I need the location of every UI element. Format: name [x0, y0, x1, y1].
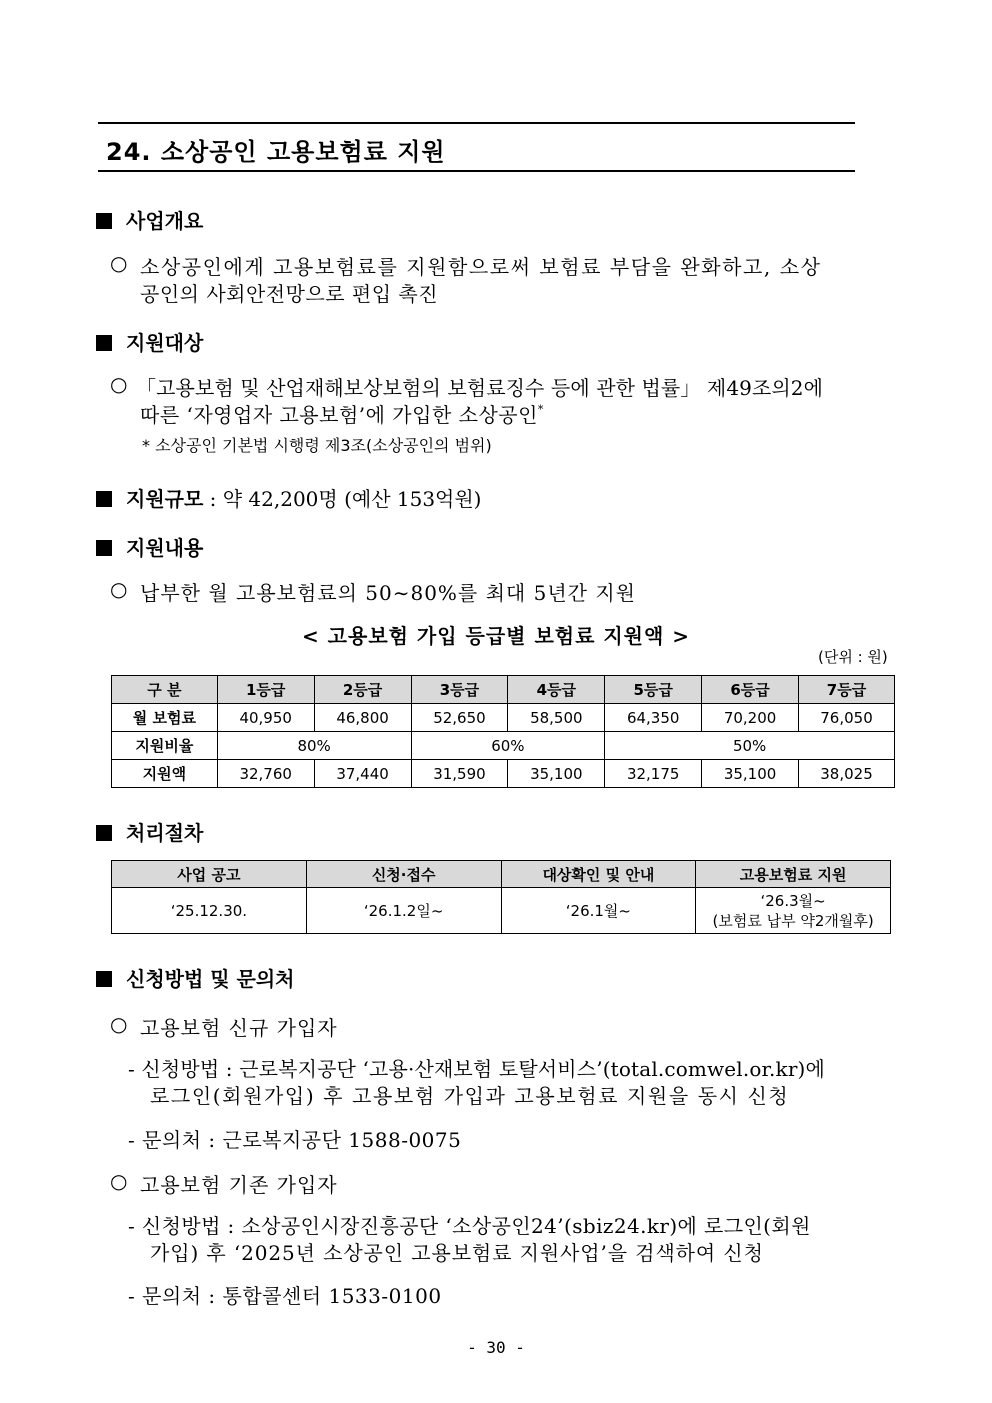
section-scale-title: 지원규모 [126, 487, 204, 511]
section-content-title: 지원내용 [126, 536, 204, 560]
new-method-line-1: - 신청방법 : 근로복지공단 ‘고용·산재보험 토탈서비스’(total.comwel.or.kr)에 [128, 1057, 825, 1081]
table-cell [696, 888, 891, 934]
header-cell: 6등급 [702, 676, 799, 704]
grade-support-table [111, 675, 895, 788]
overview-line-2: 공인의 사회안전망으로 편입 촉진 [140, 282, 439, 306]
table-header-row [112, 861, 891, 888]
table-cell: 37,440 [314, 760, 411, 788]
target-line-2-text: 따른 ‘자영업자 고용보험’에 가입한 소상공인 [140, 403, 538, 427]
square-bullet-icon [96, 335, 112, 351]
table-cell: 40,950 [217, 704, 314, 732]
section-apply-heading [96, 963, 295, 992]
overview-bullet: ○ [110, 251, 128, 275]
table-cell: ‘26.1.2일~ [306, 888, 501, 934]
table-header-row [112, 676, 895, 704]
new-method-line-2: 로그인(회원가입) 후 고용보험 가입과 고용보험료 지원을 동시 신청 [150, 1084, 790, 1108]
table-cell: 38,025 [799, 760, 895, 788]
row-label: 월 보험료 [112, 704, 218, 732]
table-cell: 32,175 [605, 760, 702, 788]
table-cell: ‘26.1월~ [501, 888, 696, 934]
table-cell: 80% [217, 732, 411, 760]
new-subscriber-label: 고용보험 신규 가입자 [140, 1016, 338, 1040]
header-cell: 대상확인 및 안내 [501, 861, 696, 888]
section-target-heading [96, 327, 203, 356]
table-cell: 58,500 [508, 704, 605, 732]
section-scale-heading [96, 483, 482, 512]
table-cell: ‘25.12.30. [112, 888, 307, 934]
content-bullet: ○ [110, 577, 128, 601]
overview-line-1: 소상공인에게 고용보험료를 지원함으로써 보험료 부담을 완화하고, 소상 [140, 255, 822, 279]
table-cell: 60% [411, 732, 605, 760]
support-start-note: (보험료 납부 약2개월후) [712, 911, 874, 930]
section-overview-title: 사업개요 [126, 209, 204, 233]
new-subscriber-bullet: ○ [110, 1012, 128, 1036]
table-cell: 32,760 [217, 760, 314, 788]
square-bullet-icon [96, 825, 112, 841]
header-cell: 3등급 [411, 676, 508, 704]
table-cell: 31,590 [411, 760, 508, 788]
header-cell: 사업 공고 [112, 861, 307, 888]
square-bullet-icon [96, 971, 112, 987]
header-cell: 1등급 [217, 676, 314, 704]
section-procedure-heading [96, 817, 203, 846]
procedure-table [111, 860, 891, 934]
existing-method-line-1: - 신청방법 : 소상공인시장진흥공단 ‘소상공인24’(sbiz24.kr)에 로그인(회원 [128, 1214, 811, 1238]
table-cell: 50% [605, 732, 895, 760]
existing-subscriber-bullet: ○ [110, 1169, 128, 1193]
header-cell: 신청·접수 [306, 861, 501, 888]
header-cell: 고용보험료 지원 [696, 861, 891, 888]
section-apply-title: 신청방법 및 문의처 [126, 967, 295, 991]
section-scale-text: : 약 42,200명 (예산 153억원) [203, 487, 482, 511]
section-overview-heading [96, 205, 203, 234]
table-row-premium [112, 704, 895, 732]
table-cell: 76,050 [799, 704, 895, 732]
target-line-1: 「고용보험 및 산업재해보상보험의 보험료징수 등에 관한 법률」 제49조의2에 [136, 376, 824, 400]
existing-subscriber-label: 고용보험 기존 가입자 [140, 1173, 338, 1197]
table-row-support [112, 760, 895, 788]
section-target-title: 지원대상 [126, 331, 204, 355]
existing-contact: - 문의처 : 통합콜센터 1533-0100 [128, 1284, 442, 1308]
header-cell: 구 분 [112, 676, 218, 704]
table-cell: 70,200 [702, 704, 799, 732]
page-number: - 30 - [467, 1338, 525, 1357]
square-bullet-icon [96, 213, 112, 229]
target-footnote-mark: * [537, 403, 544, 416]
header-cell: 7등급 [799, 676, 895, 704]
table-row-ratio [112, 732, 895, 760]
square-bullet-icon [96, 540, 112, 556]
target-bullet: ○ [110, 372, 128, 396]
existing-method-line-2: 가입) 후 ‘2025년 소상공인 고용보험료 지원사업’을 검색하여 신청 [150, 1241, 764, 1265]
table-cell: 64,350 [605, 704, 702, 732]
target-line-2 [140, 399, 544, 428]
row-label: 지원비율 [112, 732, 218, 760]
page-title: 24. 소상공인 고용보험료 지원 [106, 138, 446, 166]
new-contact: - 문의처 : 근로복지공단 1588-0075 [128, 1128, 462, 1152]
content-line-1: 납부한 월 고용보험료의 50∼80%를 최대 5년간 지원 [140, 581, 636, 605]
table-cell: 46,800 [314, 704, 411, 732]
row-label: 지원액 [112, 760, 218, 788]
header-cell: 5등급 [605, 676, 702, 704]
section-procedure-title: 처리절차 [126, 821, 204, 845]
table-cell: 52,650 [411, 704, 508, 732]
table-cell: 35,100 [508, 760, 605, 788]
grade-table-caption: < 고용보험 가입 등급별 보험료 지원액 > [301, 624, 691, 648]
title-top-rule [98, 122, 855, 124]
header-cell: 4등급 [508, 676, 605, 704]
table-cell: 35,100 [702, 760, 799, 788]
support-start: ‘26.3월~ [760, 891, 826, 910]
target-note: * 소상공인 기본법 시행령 제3조(소상공인의 범위) [142, 436, 492, 455]
table-row [112, 888, 891, 934]
square-bullet-icon [96, 491, 112, 507]
header-cell: 2등급 [314, 676, 411, 704]
title-bottom-rule [98, 170, 855, 172]
section-content-heading [96, 532, 203, 561]
grade-table-unit: (단위 : 원) [818, 648, 888, 666]
